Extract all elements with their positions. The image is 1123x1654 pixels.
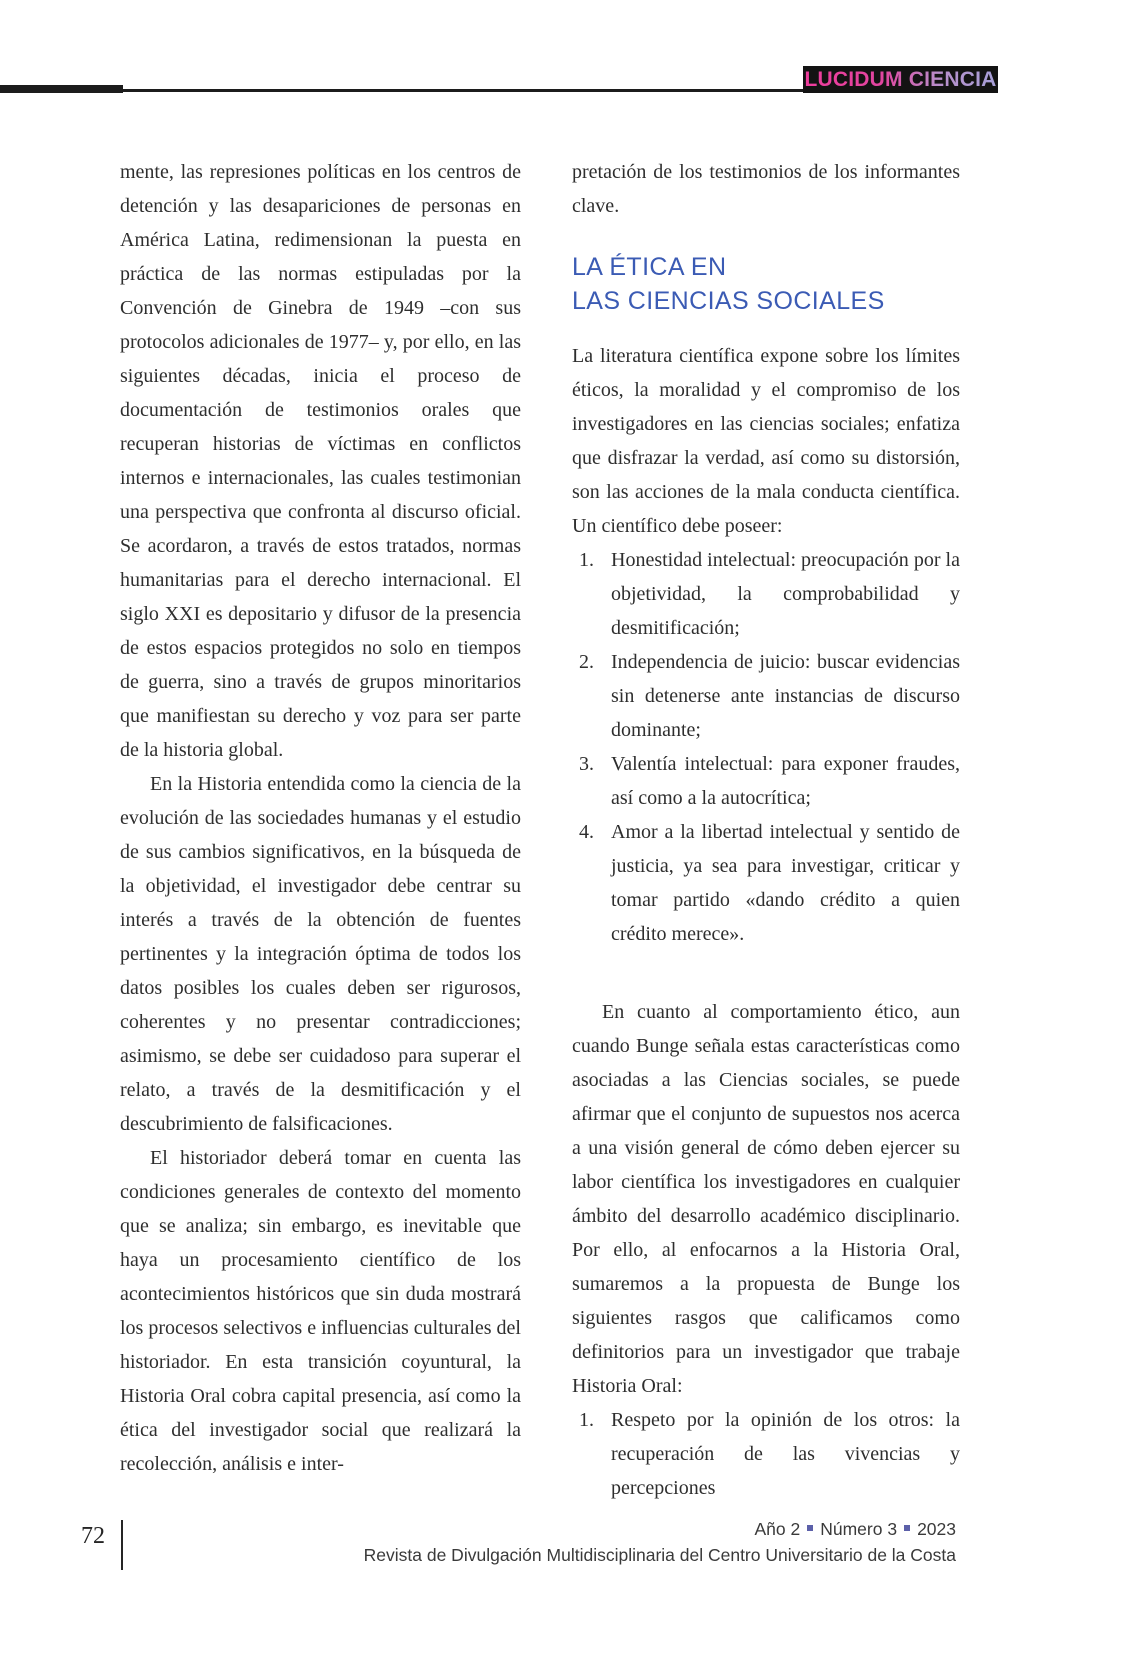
section-heading-line1: LA ÉTICA EN	[572, 253, 727, 281]
body-paragraph: En la Historia entendida como la ciencia de la evolución de las sociedades humanas y el estudio de sus cambios significativos, en la búsqueda de la objetividad, el investigador debe centrar su interés a través de la obtención de fuentes pertinentes y la integración óptima de todos los datos posibles los cuales deben ser rigurosos, coherentes y no presentar contradicciones; asimismo, se debe ser cuidadoso para superar el relato, a través de la desmitificación y el descubrimiento de falsificaciones.	[120, 773, 521, 1135]
footer-year: 2023	[917, 1519, 956, 1539]
scientist-traits-list	[572, 543, 960, 951]
list-item: Honestidad intelectual: preocupación por la objetividad, la comprobabilidad y desmitificación;	[611, 549, 960, 639]
footer-year-label: Año 2	[754, 1519, 801, 1539]
journal-logo-text: LUCIDUM CIENCIA	[804, 67, 997, 91]
list-item: Amor a la libertad intelectual y sentido de justicia, ya sea para investigar, criticar y tomar partido «dando crédito a quien crédito merece».	[611, 821, 960, 945]
section-heading	[572, 250, 960, 318]
body-paragraph: pretación de los testimonios de los informantes clave.	[572, 161, 960, 217]
page-number: 72	[81, 1523, 105, 1549]
page-number-divider	[121, 1520, 123, 1570]
footer-issue-line	[364, 1516, 956, 1542]
footer-journal-name: Revista de Divulgación Multidisciplinaria del Centro Universitario de la Costa	[363, 1545, 956, 1565]
left-text-column	[120, 155, 521, 1481]
square-bullet-icon	[807, 1525, 813, 1531]
body-paragraph: La literatura científica expone sobre los límites éticos, la moralidad y el compromiso de los investigadores en las ciencias sociales; enfatiza que disfrazar la verdad, así como su distorsión, son las acciones de la mala conducta científica. Un científico debe poseer:	[572, 345, 960, 537]
journal-logo	[803, 66, 998, 93]
section-heading-line2: LAS CIENCIAS SOCIALES	[572, 287, 885, 315]
header-rule-thick	[0, 85, 123, 93]
body-paragraph: En cuanto al comportamiento ético, aun cuando Bunge señala estas características como asociadas a las Ciencias sociales, se puede afirmar que el conjunto de supuestos nos acerca a una visión general de cómo deben ejercer su labor científica los investigadores en cualquier ámbito del desarrollo académico disciplinario. Por ello, al enfocarnos a la Historia Oral, sumaremos a la propuesta de Bunge los siguientes rasgos que calificamos como definitorios para un investigador que trabaje Historia Oral:	[572, 1001, 960, 1397]
list-item: Independencia de juicio: buscar evidencias sin detenerse ante instancias de discurso dominante;	[611, 651, 960, 741]
body-paragraph: mente, las represiones políticas en los centros de detención y las desapariciones de personas en América Latina, redimensionan la puesta en práctica de las normas estipuladas por la Convención de Ginebra de 1949 –con sus protocolos adicionales de 1977– y, por ello, en las siguientes décadas, inicia el proceso de documentación de testimonios orales que recuperan historias de víctimas en conflictos internos e internacionales, las cuales testimonian una perspectiva que confronta al discurso oficial. Se acordaron, a través de estos tratados, normas humanitarias para el derecho internacional. El siglo XXI es depositario y difusor de la presencia de estos espacios protegidos no solo en tiempos de guerra, sino a través de grupos minoritarios que manifiestan su derecho y voz para ser parte de la historia global.	[120, 161, 521, 761]
right-text-column	[572, 155, 960, 1505]
footer-journal-info	[364, 1516, 956, 1568]
footer-number-label: Número 3	[820, 1519, 898, 1539]
square-bullet-icon	[904, 1525, 910, 1531]
list-item: Valentía intelectual: para exponer fraudes, así como a la autocrítica;	[611, 753, 960, 809]
list-item: Respeto por la opinión de los otros: la recuperación de las vivencias y percepciones	[611, 1409, 960, 1499]
oral-history-traits-list	[572, 1403, 960, 1505]
body-paragraph: El historiador deberá tomar en cuenta las condiciones generales de contexto del momento que se analiza; sin embargo, es inevitable que haya un procesamiento científico de los acontecimientos históricos que sin duda mostrará los procesos selectivos e influencias culturales del historiador. En esta transición coyuntural, la Historia Oral cobra capital presencia, así como la ética del investigador social que realizará la recolección, análisis e inter-	[120, 1147, 521, 1475]
